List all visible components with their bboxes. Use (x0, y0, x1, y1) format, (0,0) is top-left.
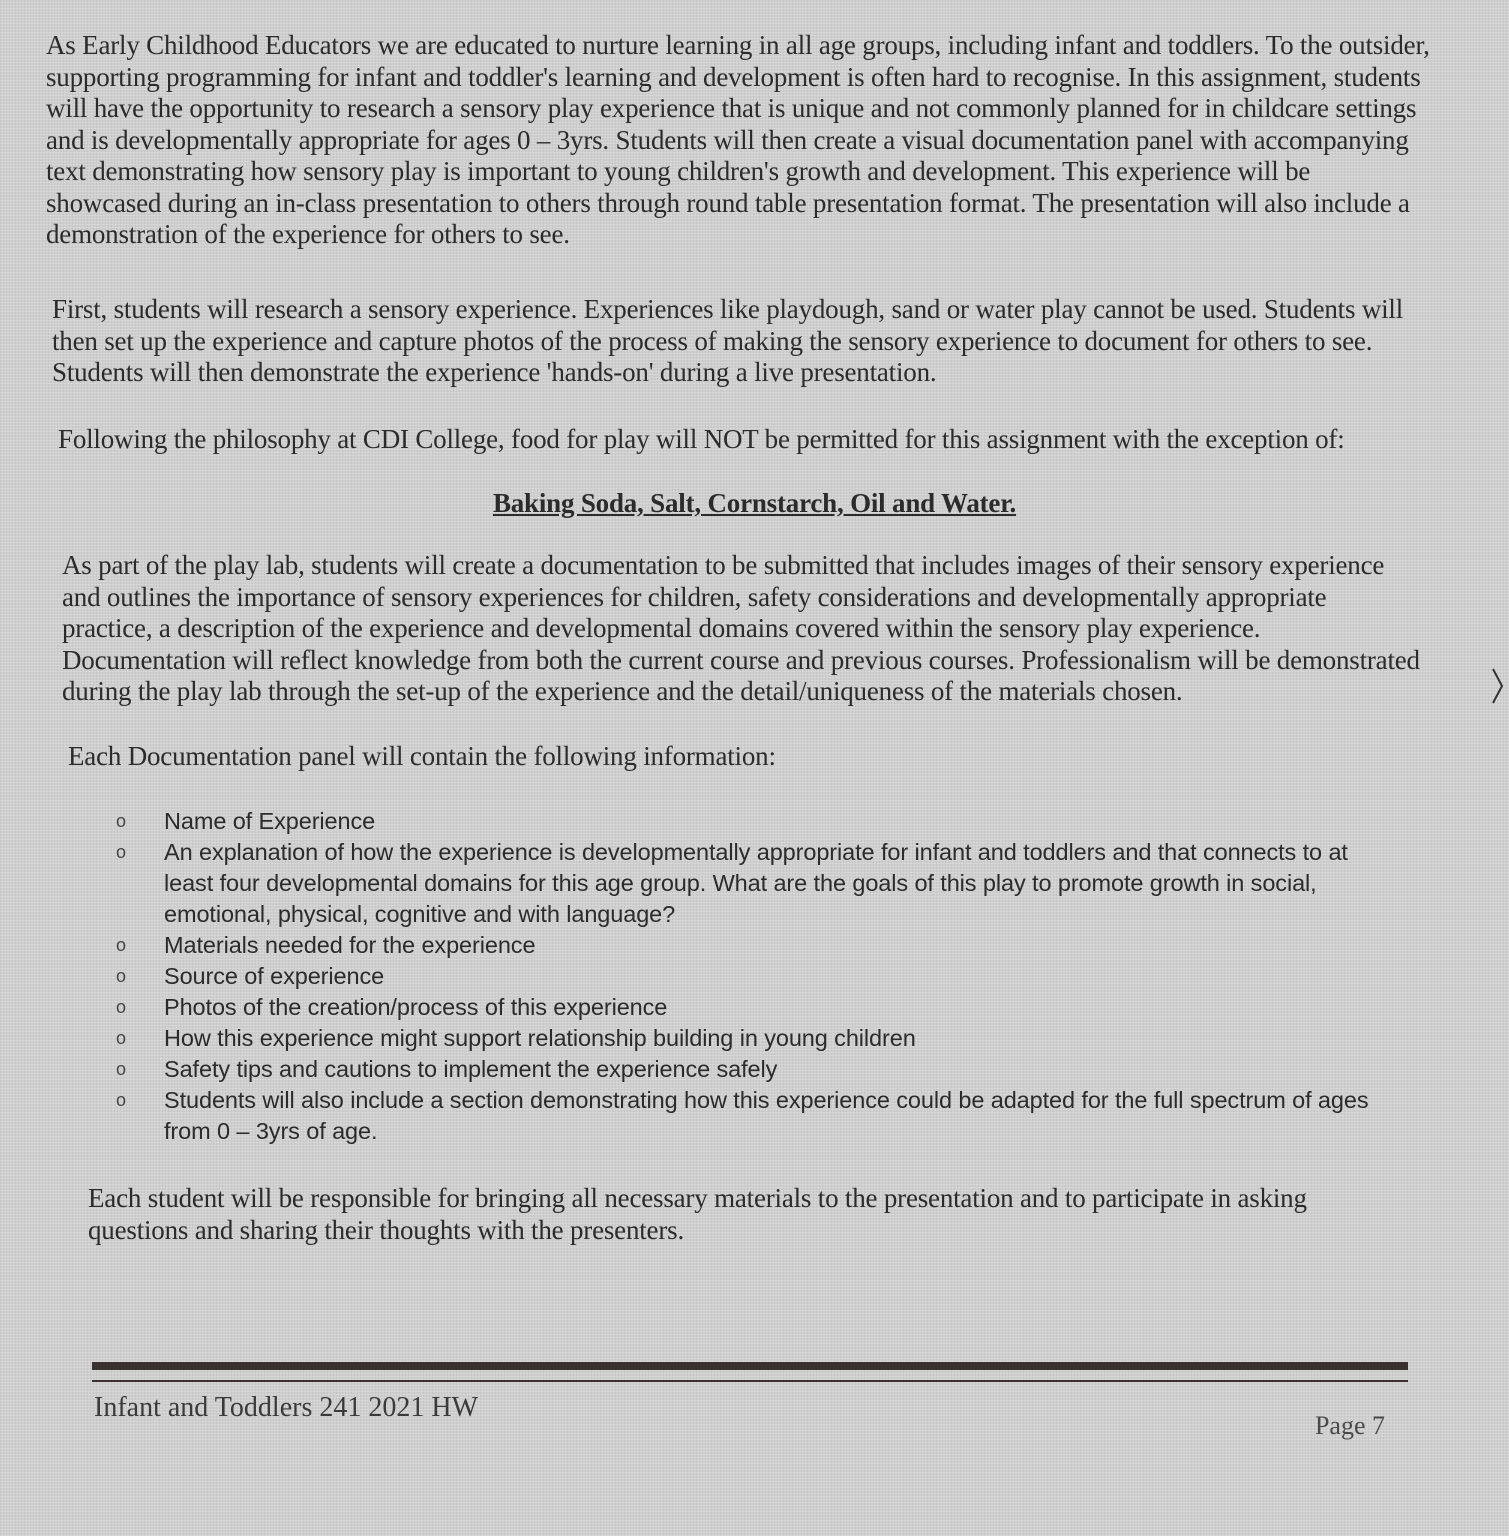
list-item (110, 1085, 1400, 1147)
bullet-icon: o (116, 966, 126, 986)
list-item-text: Safety tips and cautions to implement the experience safely (164, 1056, 778, 1082)
list-item (110, 961, 1400, 992)
list-item-text: Materials needed for the experience (164, 932, 536, 958)
footer-course-title: Infant and Toddlers 241 2021 HW (94, 1392, 479, 1423)
list-item (110, 837, 1400, 930)
list-item-text: Name of Experience (164, 808, 376, 834)
panel-requirements-list (110, 806, 1400, 1147)
footer-divider (92, 1362, 1408, 1370)
bullet-icon: o (116, 935, 126, 955)
footer-page-number: Page 7 (1314, 1411, 1385, 1440)
footer-divider-thin (92, 1380, 1408, 1382)
bullet-icon: o (116, 1090, 126, 1110)
list-item-text: How this experience might support relationship building in young children (164, 1025, 916, 1051)
bullet-icon: o (116, 811, 126, 831)
bullet-icon: o (116, 1059, 126, 1079)
closing-paragraph: Each student will be responsible for bringing all necessary materials to the presentation and to participate in asking questions and sharing their thoughts with the presenters. (88, 1183, 1307, 1245)
list-item-text: Photos of the creation/process of this experience (164, 994, 668, 1020)
philosophy-paragraph: Following the philosophy at CDI College, food for play will NOT be permitted for this assignment with the exception of: (58, 424, 1345, 454)
first-paragraph: First, students will research a sensory experience. Experiences like playdough, sand or water play cannot be used. Students will then set up the experience and capture photos of the process of making the sensory experience to document for others to see. Students will then demonstrate the experience 'hands-on' during a live presentation. (52, 294, 1404, 387)
list-item-text: An explanation of how the experience is developmentally appropriate for infant and toddlers and that connects to at least four developmental domains for this age group. What are the goals of this play to promote growth in social, emotional, physical, cognitive and with language? (164, 839, 1348, 927)
list-item (110, 992, 1400, 1023)
bullet-icon: o (116, 1028, 126, 1048)
list-item (110, 806, 1400, 837)
list-item-text: Source of experience (164, 963, 385, 989)
bullet-icon: o (116, 997, 126, 1017)
intro-paragraph: As Early Childhood Educators we are educated to nurture learning in all age groups, including infant and toddlers. To the outsider, supporting programming for infant and toddler's learning and development is often hard to recognise. In this assignment, students will have the opportunity to research a sensory play experience that is unique and not commonly planned for in childcare settings and is developmentally appropriate for ages 0 – 3yrs. Students will then create a visual documentation panel with accompanying text demonstrating how sensory play is important to young children's growth and development. This experience will be showcased during an in-class presentation to others through round table presentation format. The presentation will also include a demonstration of the experience for others to see. (46, 30, 1430, 249)
text-cursor-icon (1492, 668, 1504, 704)
list-item (110, 1023, 1400, 1054)
permitted-materials-heading: Baking Soda, Salt, Cornstarch, Oil and Water. (492, 488, 1017, 518)
list-item (110, 1054, 1400, 1085)
list-item (110, 930, 1400, 961)
list-item-text: Students will also include a section demonstrating how this experience could be adapted for the full spectrum of ages from 0 – 3yrs of age. (164, 1087, 1369, 1144)
bullet-icon: o (116, 842, 126, 862)
play-lab-paragraph: As part of the play lab, students will create a documentation to be submitted that includes images of their sensory experience and outlines the importance of sensory experiences for children, safety considerations and developmentally appropriate practice, a description of the experience and developmental domains covered within the sensory play experience. Documentation will reflect knowledge from both the current course and previous courses. Professionalism will be demonstrated during the play lab through the set-up of the experience and the detail/uniqueness of the materials chosen. (62, 550, 1420, 706)
panel-intro-paragraph: Each Documentation panel will contain the following information: (68, 741, 776, 771)
